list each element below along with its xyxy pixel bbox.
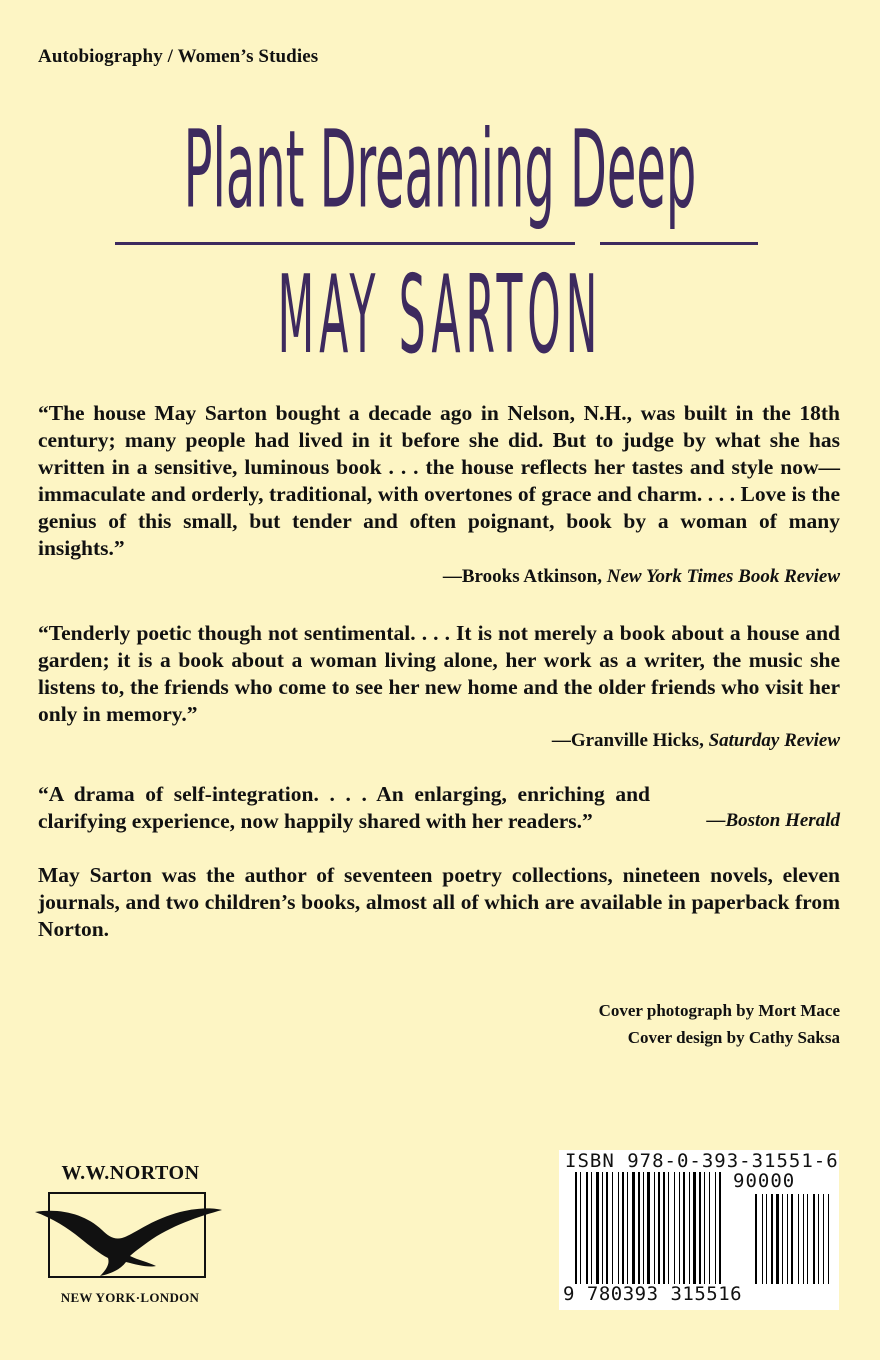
barcode-bar [709, 1172, 710, 1284]
attribution-source: Saturday Review [708, 730, 840, 751]
barcode-bar [638, 1172, 640, 1284]
isbn-label: ISBN 978-0-393-31551-6 [565, 1150, 839, 1172]
publisher-name: W.W.NORTON [61, 1162, 200, 1184]
review-quote: “The house May Sarton bought a decade ago in Nelson, N.H., was built in the 18th century; many people had lived in it before she did. But to judge by what she has written in a sensitive, luminous book . . . the house reflects her tastes and style now—immaculate and orderly, traditional, with overtones of grace and charm. . . . Love is the genius of this small, but tender and often poignant, book by a woman of many insights.” [38, 401, 840, 560]
author-bio: May Sarton was the author of seventeen poetry collections, nineteen novels, eleven journals, and two children’s books, almost all of which are available in paperback from Norton. [38, 863, 840, 941]
barcode-bar [612, 1172, 613, 1284]
barcode-bar [586, 1172, 588, 1284]
barcode-bar [591, 1172, 592, 1284]
barcode-bar [618, 1172, 619, 1284]
barcode-bar [622, 1172, 624, 1284]
attribution-name: —Granville Hicks, [551, 730, 704, 751]
review-quote: “Tenderly poetic though not sentimental. . . . It is not merely a book about a house and garden; it is a book about a woman living alone, her work as a writer, the music she listens to, the friends who come to see her new home and the older friends who visit her only in memory.” [38, 621, 840, 726]
barcode-bar [632, 1172, 635, 1284]
barcode-bar [643, 1172, 644, 1284]
addon-bar [787, 1194, 788, 1284]
barcode-bar [654, 1172, 655, 1284]
addon-bar [782, 1194, 783, 1284]
barcode-bar [658, 1172, 660, 1284]
barcode-bar [699, 1172, 701, 1284]
addon-bar [766, 1194, 767, 1284]
barcode-bars [575, 1172, 833, 1284]
barcode-bar [715, 1172, 716, 1284]
barcode-bar [575, 1172, 577, 1284]
addon-bar [823, 1194, 824, 1284]
barcode-bar [596, 1172, 599, 1284]
barcode-bar [689, 1172, 690, 1284]
barcode-bar [668, 1172, 669, 1284]
barcode-bar [627, 1172, 628, 1284]
review-attribution [552, 730, 840, 752]
barcode-bar [693, 1172, 696, 1284]
addon-bar [791, 1194, 793, 1284]
review-quote: “A drama of self-integration. . . . An enlarging, enriching and clarifying experience, now happily shared with her readers.” [38, 782, 650, 833]
price-addon-number: 90000 [733, 1170, 796, 1192]
addon-bar [755, 1194, 757, 1284]
barcode-bar [704, 1172, 705, 1284]
attribution-name: —Brooks Atkinson, [442, 566, 602, 587]
review-attribution [706, 810, 840, 832]
barcode-bar [663, 1172, 665, 1284]
barcode-bar [683, 1172, 685, 1284]
category-label: Autobiography / Women’s Studies [38, 46, 319, 67]
barcode-bar [602, 1172, 603, 1284]
barcode-bar [606, 1172, 608, 1284]
review-attribution [443, 566, 840, 588]
addon-bar [813, 1194, 815, 1284]
addon-bar [803, 1194, 804, 1284]
seagull-logo-icon [30, 1200, 225, 1280]
barcode-bar [580, 1172, 581, 1284]
design-credit: Cover design by Cathy Saksa [627, 1028, 840, 1047]
book-title: Plant Dreaming Deep [183, 107, 697, 233]
barcode-bar [719, 1172, 721, 1284]
attribution-source: —Boston Herald [706, 810, 840, 831]
author-name: MAY SARTON [277, 251, 603, 378]
addon-bar [762, 1194, 763, 1284]
addon-bar [818, 1194, 819, 1284]
photo-credit: Cover photograph by Mort Mace [598, 1001, 840, 1020]
barcode-bar [679, 1172, 680, 1284]
barcode-digits: 9 780393 315516 [563, 1283, 743, 1305]
attribution-source: New York Times Book Review [606, 566, 840, 587]
addon-bar [776, 1194, 779, 1284]
barcode-bar [647, 1172, 650, 1284]
addon-bar [807, 1194, 808, 1284]
addon-bar [828, 1194, 829, 1284]
barcode-bar [674, 1172, 675, 1284]
addon-bar [771, 1194, 773, 1284]
publisher-cities: NEW YORK·LONDON [60, 1290, 200, 1305]
addon-bar [798, 1194, 799, 1284]
